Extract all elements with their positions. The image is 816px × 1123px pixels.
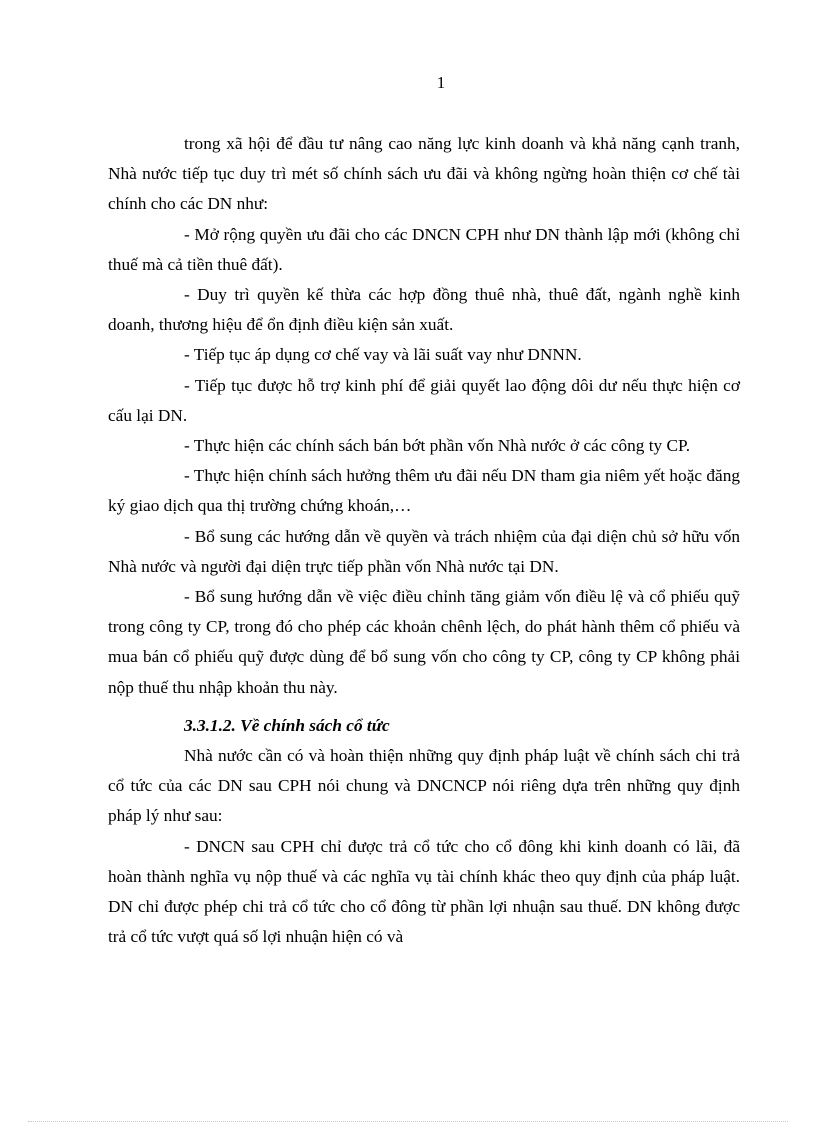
bullet-paragraph: - Thực hiện các chính sách bán bớt phần vốn Nhà nước ở các công ty CP. [184,436,691,456]
page-number: 1 [436,73,446,92]
document-body [108,129,740,952]
page-bottom-divider [28,1121,788,1122]
bullet-paragraph: - Mở rộng quyền ưu đãi cho các DNCN CPH như DN thành lập mới (không chỉ thuế mà cả tiền thuê đất). [108,224,740,274]
bullet-paragraph: - Bổ sung hướng dẫn về việc điều chỉnh tăng giảm vốn điều lệ và cổ phiếu quỹ trong công ty CP, trong đó cho phép các khoản chênh lệch, do phát hành thêm cổ phiếu và mua bán cổ phiếu quỹ được dùng để bổ sung vốn cho công ty CP, công ty CP không phải nộp thuế thu nhập khoản thu này. [108,587,740,697]
bullet-paragraph: - Bổ sung các hướng dẫn về quyền và trách nhiệm của đại diện chủ sở hữu vốn Nhà nước và người đại diện trực tiếp phần vốn Nhà nước tại DN. [108,526,740,576]
bullet-paragraph: - DNCN sau CPH chỉ được trả cổ tức cho cổ đông khi kinh doanh có lãi, đã hoàn thành nghĩa vụ nộp thuế và các nghĩa vụ tài chính khác theo quy định của pháp luật. DN chỉ được phép chi trả cổ tức cho cổ đông từ phần lợi nhuận sau thuế. DN không được trả cổ tức vượt quá số lợi nhuận hiện có và [108,836,740,947]
bullet-paragraph: - Thực hiện chính sách hưởng thêm ưu đãi nếu DN tham gia niêm yết hoặc đăng ký giao dịch qua thị trường chứng khoán,… [108,466,740,516]
paragraph: Nhà nước cần có và hoàn thiện những quy định pháp luật về chính sách chi trả cổ tức của các DN sau CPH nói chung và DNCNCP nói riêng dựa trên những quy định pháp lý như sau: [108,746,740,826]
paragraph: trong xã hội để đầu tư nâng cao năng lực kinh doanh và khả năng cạnh tranh, Nhà nước tiếp tục duy trì mét số chính sách ưu đãi và không ngừng hoàn thiện cơ chế tài chính cho các DN như: [108,134,740,214]
bullet-paragraph: - Tiếp tục áp dụng cơ chế vay và lãi suất vay như DNNN. [184,345,582,365]
bullet-paragraph: - Tiếp tục được hỗ trợ kinh phí để giải quyết lao động dôi dư nếu thực hiện cơ cấu lại DN. [108,375,740,425]
bullet-paragraph: - Duy trì quyền kế thừa các hợp đồng thuê nhà, thuê đất, ngành nghề kinh doanh, thương hiệu để ổn định điều kiện sản xuất. [108,285,740,335]
section-heading: 3.3.1.2. Về chính sách cổ tức [184,715,390,735]
